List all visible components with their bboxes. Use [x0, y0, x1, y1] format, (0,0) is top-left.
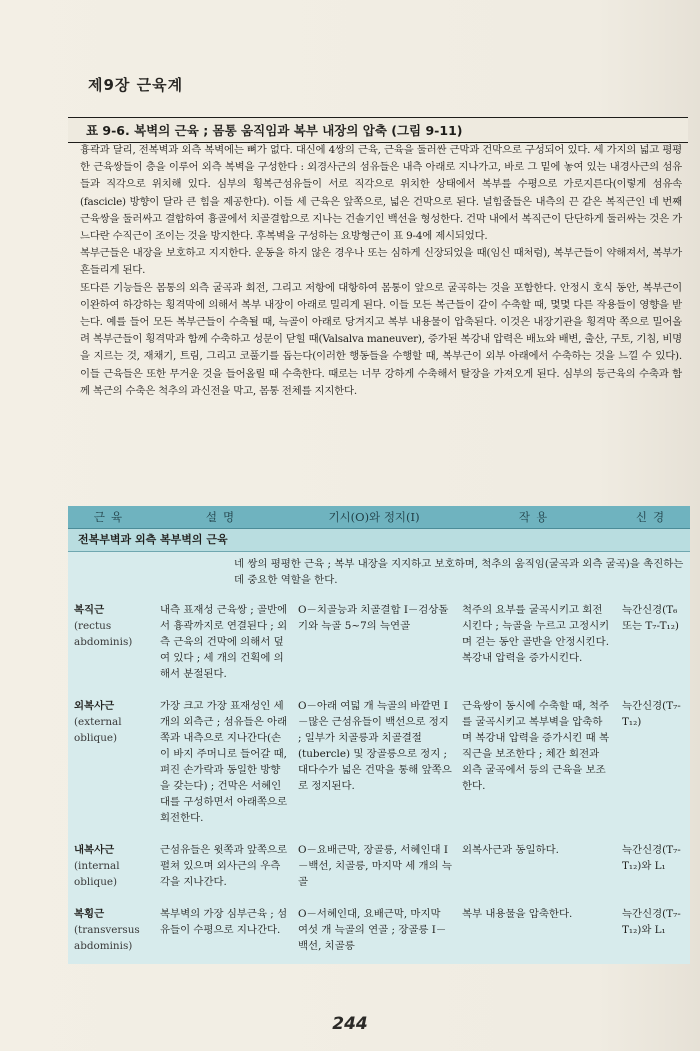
- muscle-latin: (transversus abdominis): [74, 924, 140, 952]
- muscle-latin: (internal oblique): [74, 860, 120, 888]
- group-intro-row: [68, 552, 690, 597]
- table-row: [68, 596, 690, 692]
- description-cell: 가장 크고 가장 표재성인 세 개의 외측근 ; 섬유들은 아래쪽과 내측으로 지나간다(손이 바지 주머니로 들어갈 때, 펴진 손가락과 동일한 방향을 갖는다) ; 건막은 서혜인대를 구성하면서 아래쪽으로 회전한다.: [154, 692, 292, 836]
- intro-text: [80, 142, 682, 400]
- header-description: 설명: [154, 506, 292, 529]
- origin-insertion-cell: O－서혜인대, 요배근막, 마지막 여섯 개 늑골의 연골 ; 장골릉 I－백선, 치골릉: [292, 900, 456, 964]
- action-cell: 외복사근과 동일하다.: [456, 836, 616, 900]
- nerve-cell: 늑간신경(T₇-T₁₂): [616, 692, 690, 836]
- group-row: [68, 529, 690, 552]
- group-intro-cell: [68, 552, 690, 597]
- description-cell: 근섬유들은 윗쪽과 앞쪽으로 펼쳐 있으며 외사근의 우측 각을 지나간다.: [154, 836, 292, 900]
- nerve-cell: 늑간신경(T₆ 또는 T₇-T₁₂): [616, 596, 690, 692]
- muscle-name: 내복사근: [74, 844, 115, 856]
- nerve-cell: 늑간신경(T₇-T₁₂)와 L₁: [616, 836, 690, 900]
- muscle-name: 외복사근: [74, 700, 115, 712]
- action-cell: 복부 내용물을 압축한다.: [456, 900, 616, 964]
- paragraph: 흉곽과 달리, 전복벽과 외측 복벽에는 뼈가 없다. 대신에 4쌍의 근육, 근육을 둘러싼 근막과 건막으로 구성되어 있다. 세 가지의 넓고 평평한 근육쌍들이 층을 이루어 외측 복벽을 구성한다 : 외경사근의 섬유들은 내측 아래로 지나가고, 바로 그 밑에 놓여 있는 내경사근의 섬유들과 직각으로 위치해 있다. 심부의 횡복근섬유들이 서로 직각으로 위치한 상태에서 복부를 수평으로 가로지른다(이렇게 섬유속(fascicle) 방향이 달라 큰 힘을 제공한다). 이들 세 근육은 앞쪽으로, 넓은 건막으로 된다. 널힘줄들은 내측의 끈 같은 복직근인 네 번째 근육쌍을 둘러싸고 결합하여 흉골에서 치골결합으로 지나는 건솔기인 백선을 형성한다. 건막 내에서 복직근이 단단하게 둘러싸는 것은 가느다란 수직근이 조이는 것을 방지한다. 후복벽을 구성하는 요방형근이 표 9-4에 제시되었다.: [80, 144, 682, 243]
- header-muscle: 근육: [68, 506, 154, 529]
- muscle-cell: [68, 596, 154, 692]
- action-cell: 척주의 요부를 굴곡시키고 회전시킨다 ; 늑골을 누르고 고정시키며 걷는 동안 골반을 안정시킨다. 복강내 압력을 증가시킨다.: [456, 596, 616, 692]
- table-row: [68, 900, 690, 964]
- header-nerve: 신경: [616, 506, 690, 529]
- page-number: 244: [332, 1014, 368, 1034]
- table-row: [68, 692, 690, 836]
- table-title: 표 9-6. 복벽의 근육 ; 몸통 움직임과 복부 내장의 압축 (그림 9-11): [68, 117, 688, 143]
- header-origin-insertion: 기시(O)와 정지(I): [292, 506, 456, 529]
- description-cell: 복부벽의 가장 심부근육 ; 섬유들이 수평으로 지나간다.: [154, 900, 292, 964]
- paragraph: 복부근들은 내장을 보호하고 지지한다. 운동을 하지 않은 경우나 또는 심하게 신장되었을 때(임신 때처럼), 복부근들이 약해져서, 복부가 흔들리게 된다.: [80, 247, 682, 277]
- muscle-latin: (rectus abdominis): [74, 620, 133, 648]
- chapter-header: 제9장 근육계: [88, 76, 184, 94]
- muscle-cell: [68, 836, 154, 900]
- paragraph: 또다른 기능들은 몸통의 외측 굴곡과 회전, 그리고 저항에 대항하여 몸통이 앞으로 굴곡하는 것을 포함한다. 안정시 호식 동안, 복부근이 이완하여 하강하는 횡격막에 의해서 복부 내장이 아래로 밀리게 된다. 이들 모든 복근들이 같이 수축할 때, 몇몇 다른 작용들이 영향을 받는다. 예를 들어 모든 복부근들이 수축될 때, 늑골이 아래로 당겨지고 복부 내용물이 압축된다. 이것은 내장기관을 횡격막 쪽으로 밀어올려 복부근들이 횡격막과 함께 수축하고 성문이 닫힐 때(Valsalva maneuver), 증가된 복강내 압력은 배뇨와 배변, 출산, 구토, 기침, 비명을 지르는 것, 재채기, 트림, 그리고 코풀기를 돕는다(이러한 행동들을 수행할 때, 복부근이 외부 아래에서 수축하는 것을 느낄 수 있다). 이들 근육들은 또한 무거운 것을 들어올릴 때 수축한다. 때로는 너무 강하게 수축해서 탈장을 가져오게 된다. 심부의 등근육의 수축과 함께 복근의 수축은 척추의 과신전을 막고, 몸통 전체를 지지한다.: [80, 281, 682, 397]
- group-title: 전복부벽과 외측 복부벽의 근육: [68, 529, 690, 552]
- action-cell: 근육쌍이 동시에 수축할 때, 척주를 굴곡시키고 복부벽을 압축하며 복강내 압력을 증가시킨 때 복직근을 보조한다 ; 체간 회전과 외측 굴곡에서 등의 근육을 보조한다.: [456, 692, 616, 836]
- group-intro: 네 쌍의 평평한 근육 ; 복부 내장을 지지하고 보호하며, 척추의 움직임(굴곡과 외측 굴곡)을 촉진하는 데 중요한 역할을 한다.: [234, 558, 684, 586]
- muscle-table: [68, 506, 690, 964]
- table-row: [68, 836, 690, 900]
- muscle-cell: [68, 692, 154, 836]
- muscle-name: 복직근: [74, 604, 105, 616]
- nerve-cell: 늑간신경(T₇-T₁₂)와 L₁: [616, 900, 690, 964]
- muscle-name: 복횡근: [74, 908, 105, 920]
- origin-insertion-cell: O－치골능과 치골결합 I－검상돌기와 늑골 5~7의 늑연골: [292, 596, 456, 692]
- table-header-row: [68, 506, 690, 529]
- origin-insertion-cell: O－요배근막, 장골릉, 서혜인대 I－백선, 치골릉, 마지막 세 개의 늑골: [292, 836, 456, 900]
- header-action: 작용: [456, 506, 616, 529]
- muscle-latin: (external oblique): [74, 716, 122, 744]
- muscle-cell: [68, 900, 154, 964]
- description-cell: 내측 표재성 근육쌍 ; 골반에서 흉곽까지로 연결된다 ; 외측 근육의 건막에 의해서 덮여 있다 ; 세 개의 건획에 의해서 분절된다.: [154, 596, 292, 692]
- origin-insertion-cell: O－아래 여덟 개 늑골의 바깥면 I－많은 근섬유들이 백선으로 정지 ; 일부가 치골릉과 치골결절(tubercle) 및 장골릉으로 정지 ; 대다수가 넓은 건막을 통해 앞쪽으로 정지된다.: [292, 692, 456, 836]
